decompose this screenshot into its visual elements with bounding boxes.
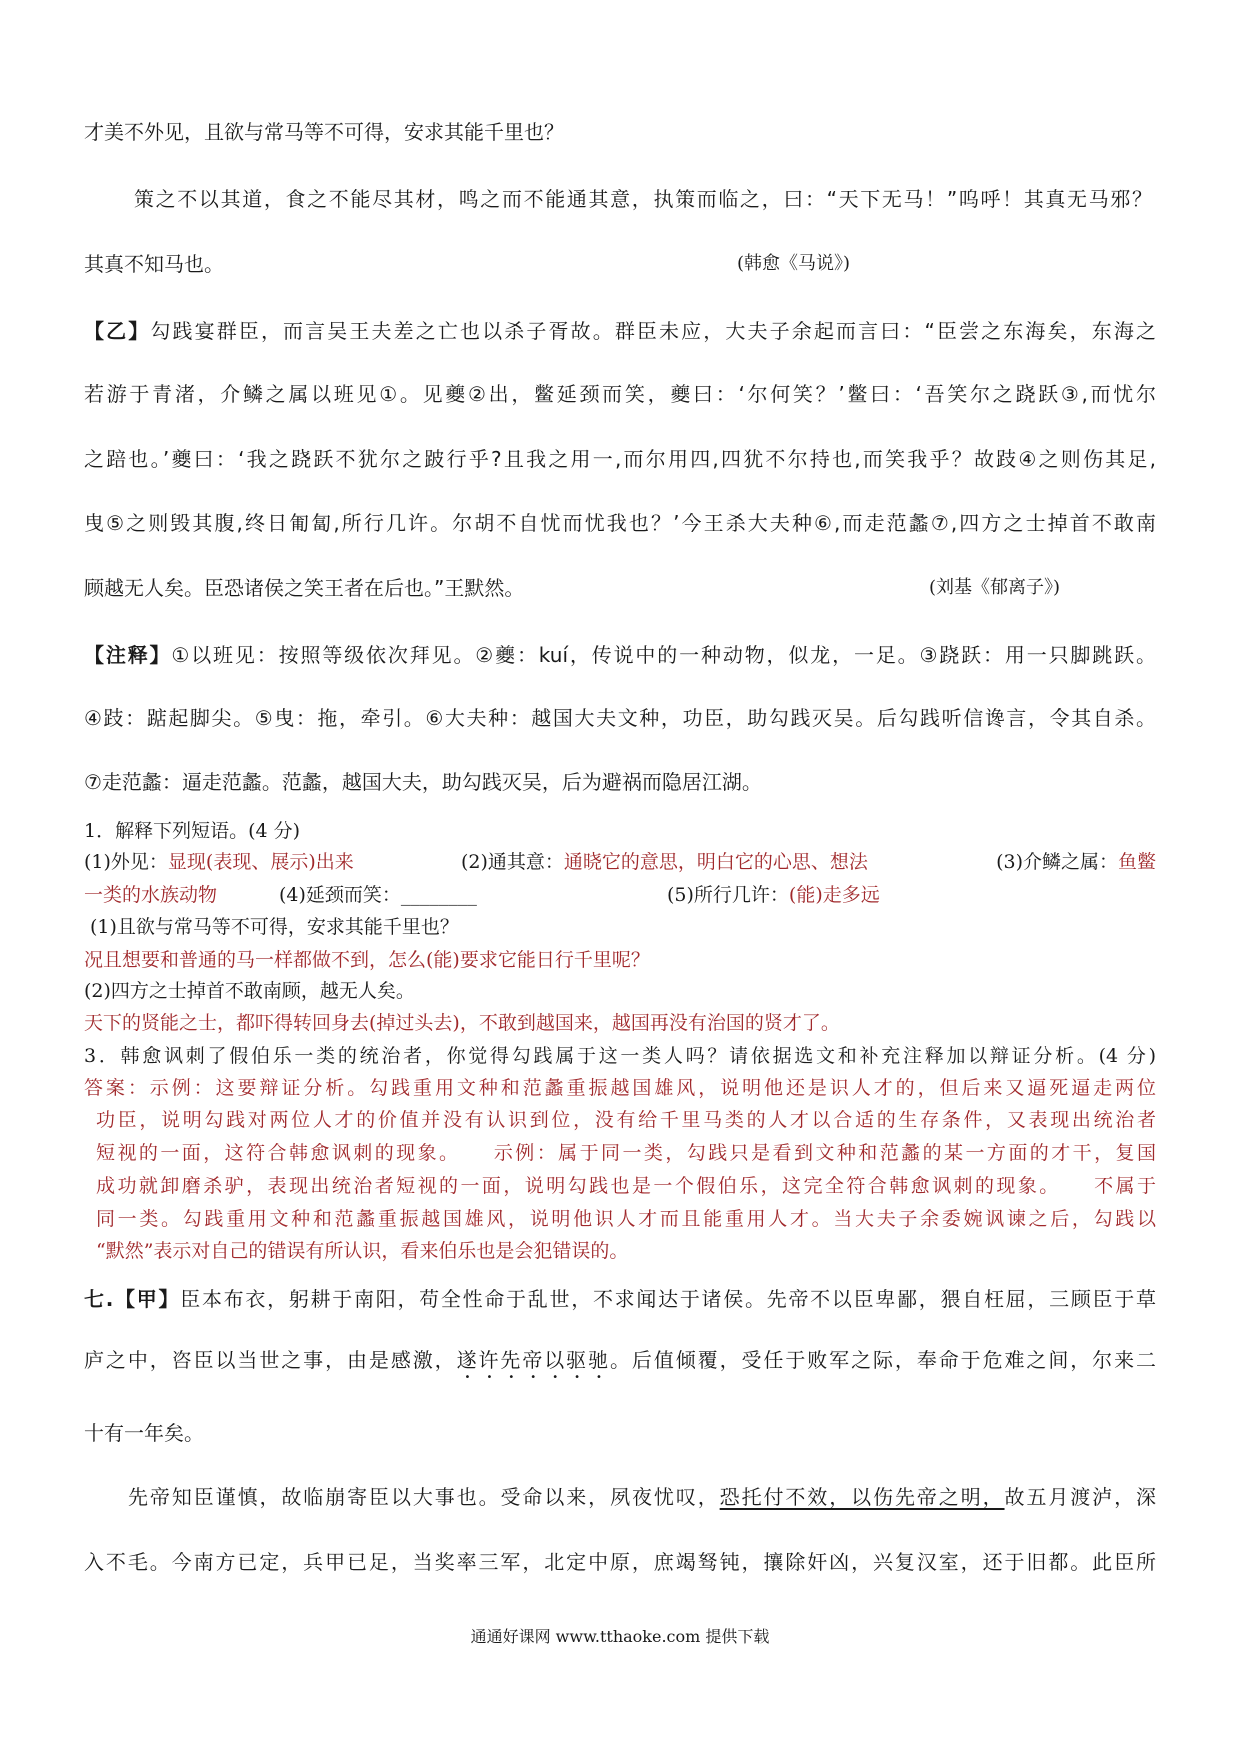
passage-line: 入不毛。今南方已定，兵甲已足，当奖率三军，北定中原，庶竭驽钝，攘除奸凶，兴复汉室，还于旧都。此臣所 (84, 1550, 1156, 1574)
page-footer: 通通好课网 www.tthaoke.com 提供下载 (470, 1627, 770, 1646)
q1-answer: 通晓它的意思，明白它的心思、想法 (563, 851, 868, 873)
passage-line: 曳⑤之则毁其腹,终日匍匐,所行几许。尔胡不自忧而忧我也？’今王杀大夫种⑥,而走范蠡⑦,四方之士掉首不敢南 (84, 511, 1156, 535)
emphasized-phrase: 遂许先帝以驱驰 (456, 1348, 611, 1372)
q2-answer: 天下的贤能之士，都吓得转回身去(掉过头去)，不敢到越国来，越国再没有治国的贤才了。 (84, 1012, 840, 1034)
q3-answer-line: 同一类。勾践重用文种和范蠡重振越国雄风，说明他识人才而且能重用人才。当大夫子余委婉讽谏之后，勾践以 (96, 1208, 1156, 1230)
q1-item (996, 848, 1156, 876)
question-answer-line (84, 848, 1156, 876)
question-title: 3．韩愈讽刺了假伯乐一类的统治者，你觉得勾践属于这一类人吗？请依据选文和补充注释加以辩证分析。(4 分) (84, 1045, 1156, 1067)
passage-line (84, 1284, 1156, 1314)
passage-line (84, 1345, 1156, 1375)
passage-line (84, 316, 1156, 346)
passage-line: 之踣也。’夔曰：‘我之跷跃不犹尔之跛行乎?且我之用一,而尔用四,四犹不尔持也,而笑我乎？故跂④之则伤其足, (84, 447, 1156, 471)
passage-line: 若游于青渚，介鳞之属以班见①。见夔②出，鳖延颈而笑，夔曰：‘尔何笑？’鳖曰：‘吾笑尔之跷跃③,而忧尔 (84, 382, 1156, 406)
q1-item (84, 848, 354, 876)
q1-answer: (能)走多远 (788, 884, 880, 906)
passage-line: 策之不以其道，食之不能尽其材，鸣之而不能通其意，执策而临之，曰：“天下无马！”呜呼！其真无马邪？ (134, 187, 1152, 211)
passage-line (128, 1482, 1156, 1512)
passage-text: 庐之中，咨臣以当世之事，由是感激， (84, 1348, 457, 1372)
underlined-phrase: 恐托付不效，以伤先帝之明， (719, 1485, 1005, 1509)
section-label: 【乙】 (84, 319, 151, 343)
annotation-line (84, 640, 1156, 670)
section-label: 【注释】 (84, 643, 172, 667)
question-title: 1．解释下列短语。(4 分) (84, 820, 301, 842)
annotation-line: ⑦走范蠡：逼走范蠡。范蠡，越国大夫，助勾践灭吴，后为避祸而隐居江湖。 (84, 770, 762, 794)
question-answer-line (84, 881, 1156, 909)
section-label: 【甲】 (113, 1287, 181, 1311)
question-number: 七. (84, 1287, 114, 1311)
annotation-line: ④跂：踮起脚尖。⑤曳：拖，牵引。⑥大夫种：越国大夫文种，功臣，助勾践灭吴。后勾践听信谗言，令其自杀。 (84, 706, 1156, 730)
passage-text: 。后值倾覆，受任于败军之际，奉命于危难之间，尔来二 (610, 1348, 1157, 1372)
q3-answer-line: 成功就卸磨杀驴，表现出统治者短视的一面，说明勾践也是一个假伯乐，这完全符合韩愈讽刺的现象。 不属于 (96, 1175, 1156, 1197)
q1-blank: ________ (400, 884, 477, 906)
q3-answer-line: 答案：示例：这要辩证分析。勾践重用文种和范蠡重振越国雄风，说明他还是识人才的，但后来又逼死逼走两位 (84, 1077, 1156, 1099)
passage-line: 其真不知马也。 (84, 252, 224, 276)
q1-term: (5)所行几许： (667, 884, 789, 906)
q2-sentence: (1)且欲与常马等不可得，安求其能千里也？ (90, 916, 459, 938)
q3-answer-line: 短视的一面，这符合韩愈讽刺的现象。 示例：属于同一类，勾践只是看到文种和范蠡的某一方面的才干，复国 (96, 1142, 1156, 1164)
q2-answer: 况且想要和普通的马一样都做不到，怎么(能)要求它能日行千里呢？ (84, 949, 650, 971)
q3-answer-line: 功臣，说明勾践对两位人才的价值并没有认识到位，没有给千里马类的人才以合适的生存条件，又表现出统治者 (96, 1109, 1156, 1131)
q1-answer: 一类的水族动物 (84, 884, 218, 906)
q1-term: (3)介鳞之属： (996, 851, 1118, 873)
q1-item (461, 848, 868, 876)
annotation-text: ①以班见：按照等级依次拜见。②夔：kuí，传说中的一种动物，似龙，一足。③跷跃：用一只脚跳跃。 (171, 643, 1156, 667)
q1-answer: 显现(表现、展示)出来 (167, 851, 354, 873)
q1-term: (4)延颈而笑： (279, 884, 401, 906)
passage-text: 故五月渡泸，深 (1004, 1485, 1157, 1509)
passage-line: 十有一年矣。 (84, 1421, 204, 1445)
q1-term: (2)通其意： (461, 851, 564, 873)
q1-item (667, 881, 880, 909)
source-citation: (韩愈《马说》) (737, 253, 851, 274)
q3-answer-line: “默然”表示对自己的错误有所认识，看来伯乐也是会犯错误的。 (96, 1240, 629, 1262)
passage-text: 勾践宴群臣，而言吴王夫差之亡也以杀子胥故。群臣未应，大夫子余起而言曰：“臣尝之东海矣，东海之 (150, 319, 1156, 343)
q2-sentence: (2)四方之士掉首不敢南顾，越无人矣。 (84, 980, 415, 1002)
q1-answer: 鱼鳖 (1117, 851, 1156, 873)
passage-text: 臣本布衣，躬耕于南阳，苟全性命于乱世，不求闻达于诸侯。先帝不以臣卑鄙，猥自枉屈，三顾臣于草 (180, 1287, 1156, 1311)
q1-item (279, 881, 477, 909)
passage-line: 顾越无人矣。臣恐诸侯之笑王者在后也。”王默然。 (84, 576, 525, 600)
q1-term: (1)外见： (84, 851, 168, 873)
passage-line: 才美不外见，且欲与常马等不可得，安求其能千里也？ (84, 120, 564, 144)
passage-text: 先帝知臣谨慎，故临崩寄臣以大事也。受命以来，夙夜忧叹， (128, 1485, 720, 1509)
source-citation: (刘基《郁离子》) (929, 577, 1061, 598)
